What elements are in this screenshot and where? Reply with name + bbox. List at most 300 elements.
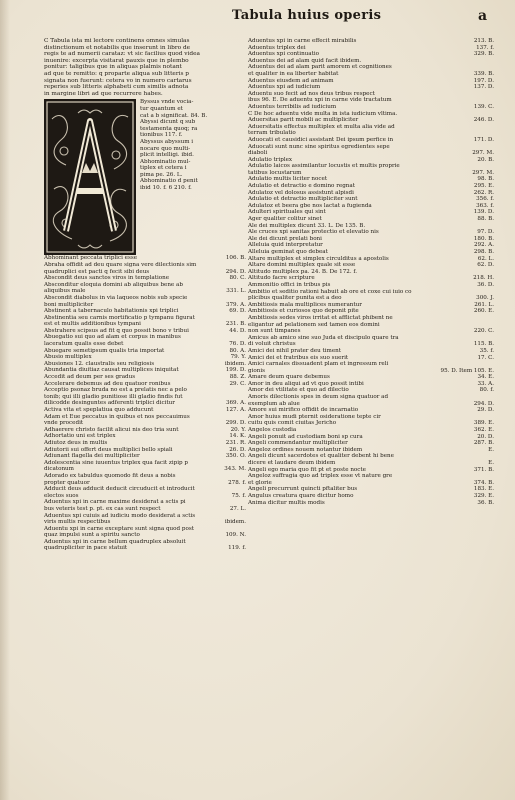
index-entry — [248, 64, 494, 71]
entry-reference — [491, 144, 494, 151]
entry-reference: 119. f. — [228, 545, 246, 552]
entry-heading: et glorie — [248, 479, 272, 486]
entry-reference — [491, 335, 494, 342]
index-entry — [248, 368, 494, 375]
entry-heading: Amici carnales dissuadent plam et ingressum reli — [248, 361, 389, 368]
entry-heading: boni multipliciter — [44, 301, 94, 308]
entry-reference: 298. B. — [473, 249, 494, 255]
index-entry — [248, 78, 494, 85]
entry-reference: 369. A. — [225, 400, 246, 407]
entry-heading: Aduentus terribilis ad iudicium — [248, 103, 337, 110]
entry-heading: Aduentus xpi in carne maxime desiderat a sctis pi — [44, 499, 186, 506]
entry-heading: Aduentus dei ad alam quid facit ibidem. — [248, 57, 362, 64]
entry-reference: 139. C. — [473, 103, 494, 110]
index-entry — [248, 130, 494, 137]
entry-reference — [243, 315, 246, 322]
entry-heading: Altare multiplex et simplex circulditus a apostolis — [248, 255, 389, 262]
intro-line-text: regis te ad numerii carataz: vt sic facilius quod videa — [44, 51, 201, 58]
entry-reference: 197. D. — [473, 77, 494, 84]
entry-reference: 350. O. — [225, 453, 246, 460]
entry-heading: Adulatoz et beera gbe nos lactat a fugienda — [248, 202, 372, 209]
entry-heading: Abscondit diabolus in via laqueos nobis sub specie — [44, 294, 188, 301]
entry-heading: Aduentu suo fecit ad nos deus tribus respect — [248, 90, 375, 97]
index-entry — [44, 308, 246, 315]
index-entry — [248, 262, 494, 269]
entry-reference — [243, 526, 246, 533]
entry-heading: Abusio multiplex — [44, 354, 92, 361]
entry-reference: 246. D. — [473, 117, 494, 124]
index-entry — [248, 170, 494, 177]
entry-heading: Aduersitas parit mobili ac multipliciter — [248, 117, 359, 124]
entry-heading: Amore sui mirifico offidit de incarnatio — [248, 407, 359, 414]
entry-reference: 171. D. — [473, 136, 494, 143]
entry-heading: Adulatio triplex — [248, 156, 293, 163]
entry-reference — [491, 64, 494, 71]
left-index-entries — [44, 255, 246, 552]
initial-entry-line — [140, 165, 246, 172]
intro-line-text: ponitur: taligibus que in aliquas plalmis notant — [44, 64, 182, 71]
index-entry — [44, 381, 246, 388]
entry-heading: Alleluia quid interpretatur — [248, 242, 323, 249]
entry-heading: Abstinent a tabernaculo habitationis xpi triplici — [44, 308, 179, 315]
initial-entry-line — [140, 106, 246, 113]
index-entry — [248, 111, 494, 118]
entry-heading: Adulatio multis liciter nocet — [248, 176, 328, 183]
initial-entry-line-text: testamenta quoq; ra — [140, 125, 198, 132]
index-entry — [248, 434, 494, 441]
entry-heading: Ambitio et seditio rationi habuit ab ore et coxe cui iuio co — [248, 288, 412, 295]
index-entry — [248, 447, 494, 454]
index-entry — [248, 45, 494, 52]
entry-reference — [491, 111, 494, 118]
index-entry — [248, 150, 494, 157]
intro-line — [44, 51, 246, 58]
entry-heading: aliquibus male — [44, 288, 86, 295]
index-entry — [44, 493, 246, 500]
entry-reference: 29. D. — [477, 407, 494, 414]
initial-entry-line-text: tiplex et cetera i — [140, 165, 187, 172]
entry-reference — [491, 163, 494, 170]
entry-reference — [243, 282, 246, 289]
entry-reference: 199. D. — [225, 367, 246, 374]
index-entry — [44, 420, 246, 427]
index-entry — [44, 519, 246, 526]
entry-reference: ibidem. — [224, 360, 246, 367]
entry-reference: 297. M. — [472, 150, 494, 157]
entry-reference: 379. A. — [225, 301, 246, 308]
index-entry — [248, 275, 494, 282]
entry-heading: Abundantia diuitiaz causat multiplices iniquitat — [44, 367, 179, 374]
entry-heading: Aduentus xpi continuatio — [248, 51, 320, 58]
entry-reference: E. — [488, 446, 494, 453]
initial-entry-text — [140, 99, 246, 255]
index-entry — [44, 400, 246, 407]
index-entry — [248, 420, 494, 427]
index-entry — [248, 355, 494, 362]
entry-heading: Adulatio et detractio e domino regnat — [248, 183, 355, 190]
entry-reference — [491, 453, 494, 460]
intro-line-text: reperies sub litteris alphabeti cum similis adnota — [44, 84, 189, 91]
entry-heading: Ale cruces xpi sanitas protectio et elevatio nis — [248, 229, 379, 236]
entry-heading: Angeloz ordines nouem notantur ibidem — [248, 446, 363, 453]
index-entry — [248, 387, 494, 394]
index-entry — [248, 256, 494, 263]
entry-reference: 20. B. — [477, 156, 494, 163]
entry-heading: Amor huius mudi pternit osideratione tepte cir — [248, 413, 381, 420]
index-entry — [248, 427, 494, 434]
index-entry — [44, 367, 246, 374]
index-entry — [44, 407, 246, 414]
entry-reference: 389. E. — [473, 420, 494, 427]
entry-reference — [243, 262, 246, 269]
entry-reference — [243, 460, 246, 467]
entry-heading: Aduentus xpi ad iudicium — [248, 84, 321, 91]
entry-reference: 137. D. — [473, 84, 494, 91]
index-entry — [44, 394, 246, 401]
entry-reference — [243, 513, 246, 520]
index-entry — [248, 394, 494, 401]
entry-reference: 231. B. — [225, 321, 246, 328]
index-entry — [44, 328, 246, 335]
intro-line-text: C Tabula ista mi lectore continens omnes simulas — [44, 38, 190, 44]
entry-heading: Aduersitatis effectus multiplex et multa alia vide ad — [248, 123, 395, 130]
decorated-initial-a — [44, 99, 136, 255]
entry-reference: 261. L. — [474, 301, 494, 308]
entry-heading: propter quatuor — [44, 479, 90, 486]
entry-reference: 356. f. — [476, 196, 494, 203]
entry-reference — [491, 97, 494, 104]
entry-heading: Altitudo multiplex pa. 24. B. De 172. f. — [248, 268, 358, 275]
intro-line — [44, 38, 246, 45]
entry-reference: 36. D. — [477, 281, 494, 288]
initial-entry-line — [140, 113, 246, 120]
entry-reference: 97. D. — [477, 229, 494, 236]
entry-reference: 80. C. — [229, 275, 246, 282]
index-entry — [248, 269, 494, 276]
index-entry — [248, 341, 494, 348]
page-header — [0, 8, 515, 28]
index-entry — [44, 361, 246, 368]
intro-paragraph — [44, 38, 246, 97]
entry-heading: Aduocati sunt nunc sine spiritus egredientes sepe — [248, 143, 390, 150]
entry-heading: tatibus locustarum — [248, 169, 302, 176]
entry-reference: 69. D. — [229, 308, 246, 315]
entry-reference: 109. N. — [225, 532, 246, 539]
index-entry — [248, 91, 494, 98]
entry-heading: viris multis respectibus — [44, 519, 111, 526]
index-entry — [248, 493, 494, 500]
index-entry — [248, 249, 494, 256]
entry-reference — [243, 394, 246, 401]
index-entry — [44, 414, 246, 421]
index-entry — [248, 183, 494, 190]
entry-reference — [491, 223, 494, 230]
index-entry — [248, 289, 494, 296]
entry-reference: 331. L. — [226, 288, 246, 295]
index-entry — [44, 433, 246, 440]
index-entry — [248, 315, 494, 322]
entry-heading: dicere et laudare deum ibidem — [248, 460, 336, 466]
entry-reference — [243, 499, 246, 506]
entry-reference — [491, 91, 494, 98]
index-entry — [248, 381, 494, 388]
entry-heading: et qualiter in ea liberter habitat — [248, 70, 339, 77]
index-entry — [248, 480, 494, 487]
index-entry — [248, 124, 494, 131]
entry-reference: 36. B. — [477, 499, 494, 506]
index-entry — [44, 506, 246, 513]
entry-heading: Angeli precurrunt quincti pftaliter bus — [248, 486, 358, 493]
intro-line-text: inuenire: excerpta visitarat pauxis que in plembo — [44, 57, 189, 64]
entry-heading: laceratum qualis esse debet — [44, 341, 124, 348]
entry-heading: Adducit deus adducit deducit circuducit et introducit — [44, 486, 195, 493]
entry-reference — [491, 414, 494, 421]
index-entry — [248, 473, 494, 480]
entry-reference: 34. E. — [477, 374, 494, 381]
intro-line — [44, 91, 246, 98]
initial-entry-line-text: tionibus 117. f. — [140, 132, 183, 139]
entry-reference: 76. D. — [229, 341, 246, 348]
index-entry — [248, 460, 494, 467]
entry-heading: Adulatio laicos assimilantur locustis et multis proprie — [248, 163, 400, 170]
index-entry — [248, 242, 494, 249]
decorated-initial-art — [44, 99, 136, 255]
index-entry — [248, 203, 494, 210]
entry-heading: plicibus qualiter punita est a deo — [248, 295, 342, 302]
index-entry — [44, 545, 246, 552]
entry-reference: 75. f. — [231, 492, 246, 499]
entry-reference: 88. B. — [477, 216, 494, 223]
entry-heading: Angulus creatura quare dicitur homo — [248, 492, 354, 499]
entry-reference: 287. B. — [473, 440, 494, 447]
initial-entry-line — [140, 126, 246, 133]
entry-heading: Adulatoz vel dolosus assistunt alpisdi — [248, 189, 354, 196]
folio-mark: a — [478, 8, 488, 24]
entry-heading: dicatonum — [44, 466, 74, 473]
entry-reference: 339. B. — [473, 70, 494, 77]
entry-reference: 294. D. — [473, 400, 494, 407]
entry-heading: Adhaerere christo facilit alicui nis deo tria sunt — [44, 426, 179, 433]
entry-reference: 27. L. — [229, 505, 246, 512]
entry-heading: Altitudo facre scripture — [248, 275, 315, 282]
entry-reference: 127. A. — [225, 407, 246, 413]
initial-entry-line — [140, 159, 246, 166]
index-entry — [248, 322, 494, 329]
index-entry — [248, 223, 494, 230]
entry-reference — [491, 473, 494, 480]
entry-reference: 329. E. — [473, 492, 494, 499]
entry-reference: 278. f. — [228, 479, 246, 486]
index-entry — [248, 104, 494, 111]
entry-reference: E. — [488, 460, 494, 466]
intro-line-text: in margine libri ad que recurrere habes. — [44, 90, 163, 97]
index-entry — [44, 513, 246, 520]
entry-reference: 115. B. — [473, 341, 494, 348]
entry-reference — [491, 289, 494, 296]
entry-heading: quaz impulsi sunt a spiritu sancto — [44, 532, 140, 539]
entry-heading: Ale dei dicunt prelati boni — [248, 235, 322, 242]
intro-line — [44, 58, 246, 65]
index-entry — [248, 282, 494, 289]
entry-reference: 20. Y. — [230, 426, 246, 433]
index-entry — [44, 440, 246, 447]
entry-heading: Accedit ad deum per ses gradus — [44, 374, 136, 381]
index-entry — [248, 196, 494, 203]
entry-heading: Adulteri spirituales qui sint — [248, 209, 326, 216]
entry-heading: Abscondit deus sanctos viros in templatione — [44, 275, 170, 282]
initial-entry-line-text: plicit intelligi. ibid. — [140, 152, 194, 159]
index-entry — [248, 308, 494, 315]
entry-reference: 20. D. — [477, 433, 494, 440]
index-entry — [248, 348, 494, 355]
intro-line — [44, 84, 246, 91]
entry-heading: exemplum ab alue — [248, 400, 300, 407]
entry-reference: 139. D. — [473, 209, 494, 216]
index-entry — [248, 117, 494, 124]
entry-heading: Acceptio psonaz bruda no est a prelatis nec a pelo — [44, 387, 187, 394]
index-entry — [44, 453, 246, 460]
entry-heading: Abuegatio sui quo ad alam et corpus in manibus — [44, 334, 181, 341]
entry-reference — [243, 486, 246, 493]
initial-entry-line-text: Byssus vnde vocia- — [140, 99, 194, 106]
index-entry — [44, 499, 246, 506]
index-entry — [44, 348, 246, 355]
index-entry — [248, 157, 494, 164]
index-entry — [248, 328, 494, 335]
index-entry — [44, 526, 246, 533]
index-entry — [44, 321, 246, 328]
index-entry — [248, 176, 494, 183]
entry-reference — [491, 315, 494, 322]
index-entry — [44, 295, 246, 302]
entry-reference: 26. D. — [229, 446, 246, 453]
entry-heading: Angeli dicunt sacerdotes et qualiter debent hi bene — [248, 453, 394, 460]
index-entry — [44, 374, 246, 381]
entry-reference: 218. H. — [473, 275, 494, 282]
index-entry — [44, 447, 246, 454]
index-entry — [44, 302, 246, 309]
index-entry — [248, 137, 494, 144]
entry-reference: ibidem. — [224, 519, 246, 526]
entry-heading: Adiutorii sui offert deus multiplici bello spiali — [44, 446, 173, 453]
index-entry — [248, 374, 494, 381]
initial-entry-line-text: pima pe. 26. L. — [140, 171, 183, 178]
entry-reference — [491, 394, 494, 401]
index-entry — [248, 97, 494, 104]
entry-reference: 29. C. — [229, 380, 246, 387]
entry-reference: 362. E. — [473, 427, 494, 434]
index-entry — [248, 144, 494, 151]
intro-line-text: signata non fuerunt: cetera vo in numero cartarus — [44, 77, 192, 84]
initial-entry-line — [140, 185, 246, 192]
entry-reference: 329. B. — [473, 51, 494, 58]
initial-entry-line-text: cat a b significat. 84. B. — [140, 112, 208, 119]
entry-heading: Adhortatio uni est triplex — [44, 433, 116, 440]
index-entry — [44, 262, 246, 269]
initial-entry-line-text: Abyssi dicunt q sub — [140, 119, 196, 126]
index-entry — [248, 209, 494, 216]
entry-reference: 95. D. Item 105. E. — [440, 367, 494, 374]
index-entry — [44, 539, 246, 546]
initial-entry-line — [140, 172, 246, 179]
intro-line — [44, 64, 246, 71]
index-entry — [44, 427, 246, 434]
initial-entry-line — [140, 132, 246, 139]
index-entry — [44, 486, 246, 493]
entry-heading: Aduentu xpi in carne exceptare sunt signa quod post — [44, 525, 194, 532]
initial-entry-line — [140, 139, 246, 146]
index-entry — [44, 288, 246, 295]
index-entry — [248, 51, 494, 58]
entry-heading: Aduentus triplex dei — [248, 44, 306, 51]
entry-heading: Abusiones 12. claustralis seu religiosis — [44, 360, 155, 367]
entry-reference: 183. E. — [473, 486, 494, 493]
entry-reference: 14. K. — [229, 433, 246, 440]
entry-reference: 33. A. — [477, 380, 494, 387]
entry-heading: Amor dei vtilitate et quo ad dilectio — [248, 387, 349, 394]
entry-heading: non sunt timpanes — [248, 328, 301, 335]
entry-reference: 262. R. — [473, 189, 494, 196]
entry-heading: Angeli ponuit ad custodiam boni sp cura — [248, 433, 363, 440]
left-column — [44, 38, 246, 552]
index-entry — [248, 407, 494, 414]
index-entry — [248, 229, 494, 236]
intro-line — [44, 45, 246, 52]
entry-reference — [243, 473, 246, 480]
entry-heading: Aduocati et causidici assistant Dei ipsum perfice in — [248, 136, 394, 143]
entry-reference: 62. L. — [477, 255, 494, 262]
index-entry — [248, 467, 494, 474]
entry-heading: Abuegare semetipsum qualis tria importat — [44, 347, 165, 354]
initial-entry-line — [140, 178, 246, 185]
entry-reference — [243, 334, 246, 341]
index-entry — [248, 38, 494, 45]
entry-reference: 44. D. — [229, 327, 246, 334]
entry-reference: 62. D. — [477, 262, 494, 269]
entry-reference — [243, 295, 246, 302]
entry-reference: 79. Y. — [230, 354, 246, 361]
entry-reference: 213. B. — [473, 38, 494, 44]
entry-heading: diaboli — [248, 150, 268, 157]
entry-heading: Ambitiosis sedes viros irritat et afflictat phibent ne — [248, 314, 393, 321]
entry-reference: 88. Z. — [229, 374, 246, 381]
entry-heading: Aduentus eiusdem ad animam — [248, 77, 334, 84]
entry-reference: 80. A. — [229, 347, 246, 354]
index-entry — [248, 401, 494, 408]
entry-heading: electos suos — [44, 492, 79, 499]
index-entry — [44, 460, 246, 467]
index-entry — [248, 84, 494, 91]
entry-heading: Ammonitio offici in tribus pis — [248, 281, 331, 288]
entry-heading: Amici dei et fratribus eis suo suerit — [248, 354, 349, 361]
entry-reference — [491, 124, 494, 131]
entry-heading: Accelerare debemus ad deu quatuor ronibus — [44, 380, 171, 387]
index-entry — [248, 58, 494, 65]
index-entry — [44, 282, 246, 289]
index-entry — [248, 236, 494, 243]
page-title: Tabula huius operis — [232, 8, 382, 23]
entry-reference — [491, 269, 494, 276]
entry-reference: 294. D. — [225, 268, 246, 275]
index-entry — [44, 354, 246, 361]
entry-heading: Absconditur eloquia domini ab aliquibus bene ab — [44, 281, 183, 288]
entry-heading: Amare deum quare debemus — [248, 374, 330, 381]
entry-heading: Adam et Eue peccatus in quibus et nos peccauimus — [44, 413, 190, 420]
entry-heading: quadrupliciter in pace statuit — [44, 545, 128, 552]
entry-heading: Adulatio et detractio multipliciter sunt — [248, 196, 358, 203]
entry-heading: Angeloz suffragia quo ad triplex esse vt nature gre — [248, 473, 393, 480]
index-entry — [44, 480, 246, 487]
